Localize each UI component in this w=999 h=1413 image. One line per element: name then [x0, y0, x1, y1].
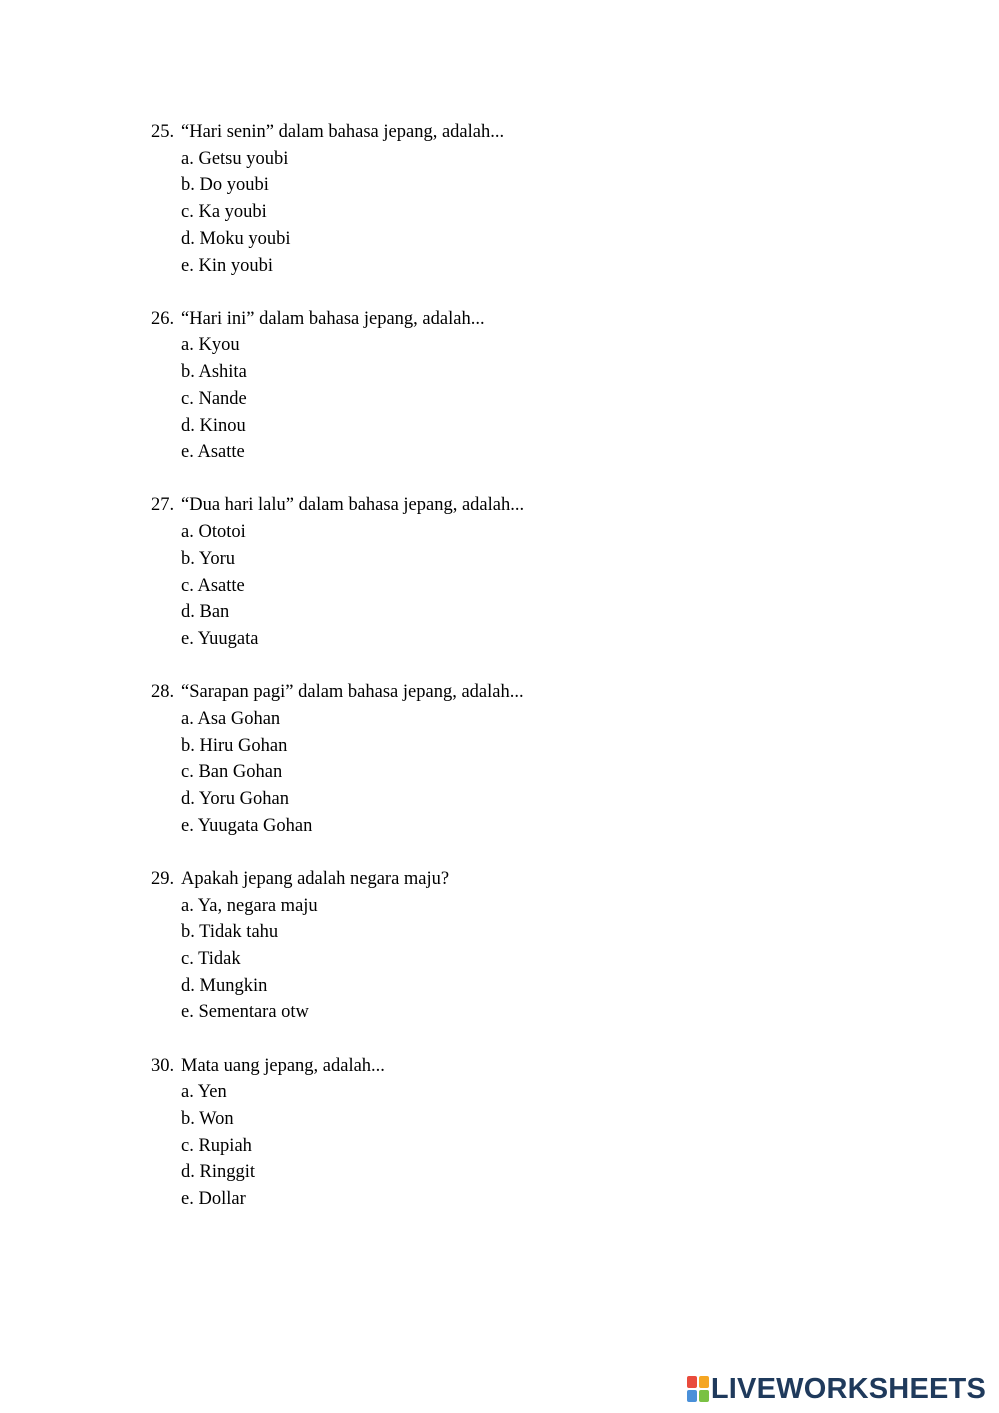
answer-option-b: [181, 359, 851, 386]
answer-options: [151, 706, 851, 840]
option-letter: c .: [181, 576, 197, 596]
option-letter: c .: [181, 762, 198, 782]
option-text: Getsu youbi: [198, 148, 289, 169]
option-letter: e .: [181, 1002, 198, 1022]
option-text: Hiru Gohan: [199, 735, 288, 756]
option-text: Do youbi: [199, 175, 269, 196]
answer-option-e: [181, 626, 851, 653]
answer-option-e: [181, 813, 851, 840]
option-text: Ya, negara maju: [197, 895, 318, 916]
option-text: Dollar: [198, 1189, 246, 1210]
option-text: Yuugata: [197, 628, 259, 649]
option-text: Tidak tahu: [199, 922, 279, 943]
answer-option-c: [181, 1133, 851, 1160]
option-letter: a .: [181, 896, 198, 916]
question-text: “Hari senin” dalam bahasa jepang, adalah...: [181, 122, 505, 142]
option-letter: b .: [181, 922, 199, 942]
answer-option-d: [181, 226, 851, 253]
option-letter: d .: [181, 416, 200, 436]
answer-options: [151, 146, 851, 280]
logo-tile-orange: [699, 1376, 709, 1388]
answer-options: [151, 1079, 851, 1213]
option-letter: a .: [181, 709, 197, 729]
option-text: Mungkin: [199, 975, 268, 996]
question-number: 28.: [151, 682, 175, 703]
option-letter: b .: [181, 1109, 199, 1129]
answer-options: [151, 893, 851, 1027]
question-text: Apakah jepang adalah negara maju?: [181, 868, 450, 889]
option-text: Yuugata Gohan: [197, 815, 313, 836]
answer-option-c: [181, 946, 851, 973]
question-29: [151, 866, 851, 1026]
logo-tile-blue: [687, 1390, 697, 1402]
question-28: [151, 679, 851, 839]
option-text: Yen: [197, 1082, 227, 1103]
logo-tile-red: [687, 1376, 697, 1388]
question-title: [151, 492, 851, 519]
liveworksheets-logo: [687, 1373, 986, 1405]
option-letter: d .: [181, 976, 200, 996]
answer-option-e: [181, 439, 851, 466]
option-text: Won: [199, 1109, 234, 1129]
question-text: “Dua hari lalu” dalam bahasa jepang, adalah...: [181, 495, 525, 516]
answer-option-d: [181, 599, 851, 626]
question-title: [151, 1053, 851, 1080]
option-text: Moku youbi: [199, 228, 291, 249]
option-letter: e .: [181, 629, 198, 649]
option-letter: b .: [181, 362, 198, 382]
option-text: Kinou: [199, 415, 246, 436]
answer-option-d: [181, 1159, 851, 1186]
option-text: Ringgit: [199, 1162, 256, 1183]
option-text: Tidak: [198, 948, 241, 969]
answer-option-b: [181, 733, 851, 760]
answer-option-e: [181, 253, 851, 280]
question-number: 29.: [151, 868, 175, 889]
option-letter: a .: [181, 335, 198, 355]
answer-option-b: [181, 919, 851, 946]
answer-option-d: [181, 413, 851, 440]
question-title: [151, 306, 851, 333]
option-text: Yoru Gohan: [198, 788, 289, 809]
option-letter: d .: [181, 789, 199, 809]
option-letter: e .: [181, 816, 198, 836]
option-text: Yoru: [198, 548, 235, 569]
question-text: “Sarapan pagi” dalam bahasa jepang, adalah...: [181, 682, 524, 703]
answer-option-e: [181, 1186, 851, 1213]
option-text: Ashita: [198, 362, 247, 383]
logo-tile-green: [699, 1390, 709, 1402]
option-letter: c .: [181, 202, 198, 222]
liveworksheets-logo-icon: [687, 1376, 709, 1402]
question-27: [151, 492, 851, 652]
option-letter: d .: [181, 602, 200, 622]
option-letter: e .: [181, 1189, 198, 1209]
answer-option-d: [181, 973, 851, 1000]
answer-option-a: [181, 1079, 851, 1106]
answer-option-c: [181, 199, 851, 226]
option-text: Rupiah: [198, 1135, 252, 1156]
question-30: [151, 1053, 851, 1213]
question-title: [151, 679, 851, 706]
question-25: [151, 119, 851, 279]
question-text: Mata uang jepang, adalah...: [181, 1055, 385, 1076]
option-letter: a .: [181, 522, 198, 542]
option-letter: a .: [181, 149, 198, 169]
option-text: Sementara otw: [198, 1002, 309, 1023]
option-letter: d .: [181, 229, 200, 249]
answer-option-a: [181, 893, 851, 920]
answer-option-b: [181, 546, 851, 573]
option-letter: e .: [181, 442, 197, 462]
option-letter: c .: [181, 389, 198, 409]
answer-option-b: [181, 172, 851, 199]
option-letter: b .: [181, 175, 200, 195]
brand-name: LIVEWORKSHEETS: [710, 1373, 986, 1405]
answer-option-b: [181, 1106, 851, 1133]
answer-option-d: [181, 786, 851, 813]
question-number: 30.: [151, 1055, 175, 1076]
question-26: [151, 306, 851, 466]
option-text: Ototoi: [198, 522, 246, 543]
option-letter: e .: [181, 256, 198, 276]
answer-option-a: [181, 519, 851, 546]
option-letter: a .: [181, 1082, 198, 1102]
worksheet: [151, 119, 851, 1239]
answer-option-a: [181, 706, 851, 733]
option-letter: b .: [181, 549, 199, 569]
option-text: Asa Gohan: [197, 708, 281, 729]
option-text: Asatte: [197, 575, 245, 596]
option-text: Asatte: [197, 442, 245, 463]
option-text: Kin youbi: [198, 255, 273, 276]
question-number: 27.: [151, 495, 175, 516]
answer-option-c: [181, 759, 851, 786]
question-title: [151, 119, 851, 146]
answer-option-a: [181, 332, 851, 359]
question-text: “Hari ini” dalam bahasa jepang, adalah...: [181, 308, 485, 329]
option-letter: b .: [181, 736, 200, 756]
answer-option-c: [181, 573, 851, 600]
option-text: Nande: [198, 388, 247, 409]
answer-option-e: [181, 999, 851, 1026]
option-letter: c .: [181, 1136, 198, 1156]
option-text: Kyou: [198, 335, 240, 356]
question-title: [151, 866, 851, 893]
question-number: 25.: [151, 122, 175, 142]
answer-option-c: [181, 386, 851, 413]
answer-options: [151, 519, 851, 653]
option-letter: d .: [181, 1162, 200, 1182]
option-text: Ban Gohan: [198, 762, 283, 783]
answer-options: [151, 332, 851, 466]
option-text: Ban: [199, 602, 230, 623]
answer-option-a: [181, 146, 851, 173]
question-number: 26.: [151, 308, 175, 329]
option-letter: c .: [181, 949, 198, 969]
option-text: Ka youbi: [198, 202, 267, 223]
